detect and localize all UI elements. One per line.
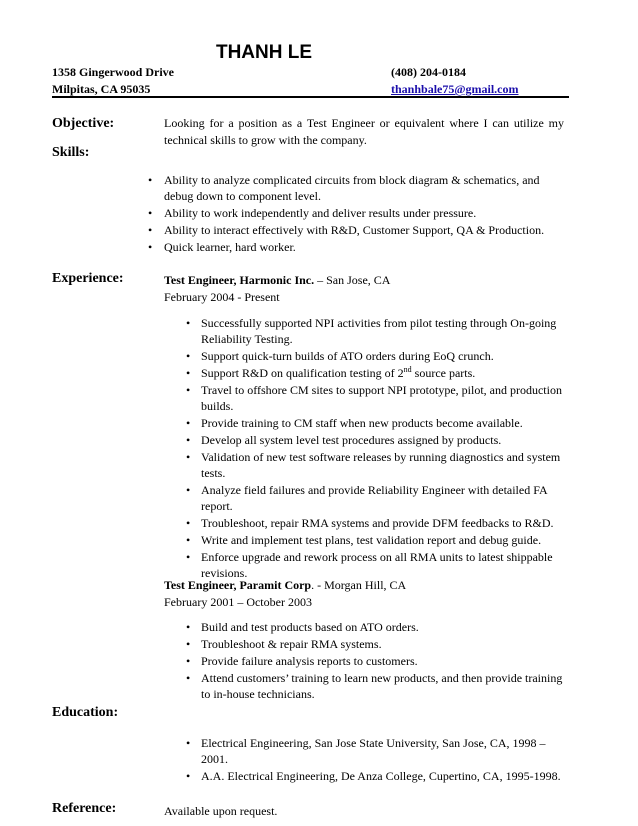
job-dates: February 2004 - Present	[164, 290, 280, 304]
list-item: • Write and implement test plans, test validation report and debug guide.	[186, 532, 564, 548]
list-item: • Troubleshoot, repair RMA systems and provide DFM feedbacks to R&D.	[186, 515, 564, 531]
list-item: • Develop all system level test procedures assigned by products.	[186, 432, 564, 448]
list-item: • A.A. Electrical Engineering, De Anza College, Cupertino, CA, 1995-1998.	[186, 768, 564, 784]
experience-heading: Experience:	[52, 271, 124, 286]
objective-heading: Objective:	[52, 116, 115, 131]
reference-text: Available upon request.	[164, 804, 278, 818]
education-list	[186, 735, 564, 785]
job-2-duties	[186, 619, 564, 703]
list-item: • Ability to analyze complicated circuits from block diagram & schematics, and debug down to component level.	[148, 172, 563, 204]
list-item: • Provide training to CM staff when new products become available.	[186, 415, 564, 431]
list-item: • Provide failure analysis reports to customers.	[186, 653, 564, 669]
list-item: • Attend customers’ training to learn new products, and then provide training to in-house technicians.	[186, 670, 564, 702]
skills-heading: Skills:	[52, 145, 90, 160]
job-header-2	[164, 577, 406, 611]
job-1-duties	[186, 315, 564, 582]
list-item	[186, 365, 564, 381]
phone-number: (408) 204-0184	[391, 65, 466, 79]
address-line-2: Milpitas, CA 95035	[52, 82, 151, 96]
address-block	[52, 64, 174, 98]
list-item: • Build and test products based on ATO orders.	[186, 619, 564, 635]
header-divider	[52, 96, 569, 98]
list-item: • Validation of new test software releases by running diagnostics and system tests.	[186, 449, 564, 481]
objective-text: Looking for a position as a Test Engineer or equivalent where I can utilize my technical skills to grow with the company.	[164, 116, 564, 147]
list-item-text-tail: source parts.	[411, 366, 476, 380]
superscript: nd	[403, 365, 412, 374]
list-item: • Quick learner, hard worker.	[148, 239, 563, 255]
resume-name: THANH LE	[215, 42, 313, 63]
education-heading: Education:	[52, 705, 119, 720]
list-item: • Enforce upgrade and rework process on all RMA units to latest shippable revisions.	[186, 549, 564, 581]
job-header-1	[164, 272, 390, 306]
reference-heading: Reference:	[52, 801, 117, 816]
email-link[interactable]: thanhbale75@gmail.com	[391, 82, 519, 96]
job-title: Test Engineer, Paramit Corp	[164, 578, 312, 592]
address-line-1: 1358 Gingerwood Drive	[52, 65, 174, 79]
list-item: • Electrical Engineering, San Jose State University, San Jose, CA, 1998 – 2001.	[186, 735, 564, 767]
list-item: • Troubleshoot & repair RMA systems.	[186, 636, 564, 652]
list-item-text: Support R&D on qualification testing of 2	[201, 366, 404, 380]
list-item: • Analyze field failures and provide Reliability Engineer with detailed FA report.	[186, 482, 564, 514]
skills-list	[148, 172, 563, 256]
contact-block	[391, 64, 519, 98]
list-item: • Ability to work independently and deliver results under pressure.	[148, 205, 563, 221]
job-dates: February 2001 – October 2003	[164, 595, 312, 609]
job-location: . - Morgan Hill, CA	[311, 578, 407, 592]
job-title: Test Engineer, Harmonic Inc.	[164, 273, 315, 287]
list-item: • Successfully supported NPI activities from pilot testing through On-going Reliability Testing.	[186, 315, 564, 347]
list-item: • Support quick-turn builds of ATO orders during EoQ crunch.	[186, 348, 564, 364]
list-item: • Ability to interact effectively with R&D, Customer Support, QA & Production.	[148, 222, 563, 238]
list-item: • Travel to offshore CM sites to support NPI prototype, pilot, and production builds.	[186, 382, 564, 414]
job-location: – San Jose, CA	[314, 273, 391, 287]
